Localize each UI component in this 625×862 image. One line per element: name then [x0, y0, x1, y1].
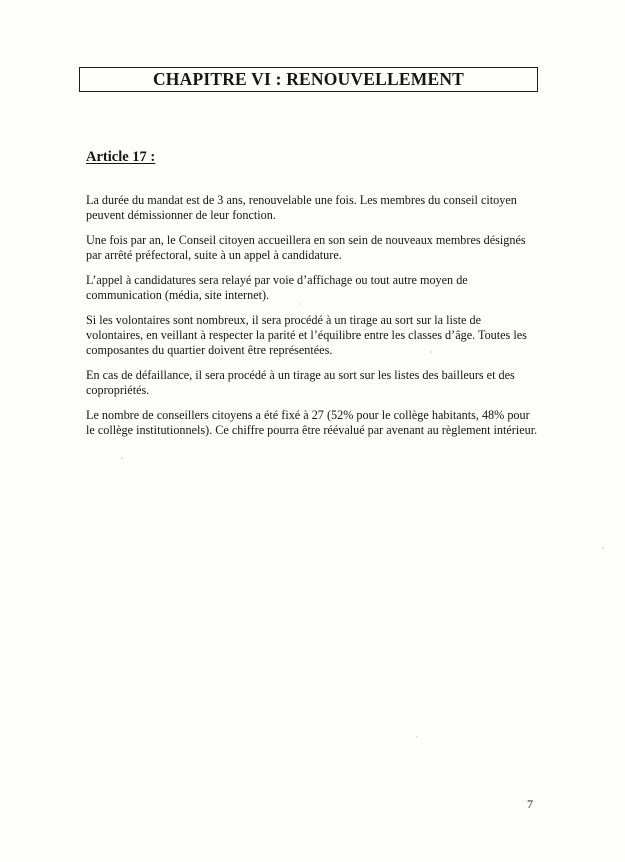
paper-speck — [121, 457, 123, 459]
paragraph-mandate-duration: La durée du mandat est de 3 ans, renouvelable une fois. Les membres du conseil citoyen peuvent démissionner de leur fonction. — [86, 193, 517, 222]
chapter-title-box — [79, 67, 538, 92]
paragraph-council-size: Le nombre de conseillers citoyens a été fixé à 27 (52% pour le collège habitants, 48% pour le collège institutionnels). Ce chiffre pourra être réévalué par avenant au règlement intérieur. — [86, 408, 538, 437]
paragraph-new-members: Une fois par an, le Conseil citoyen accueillera en son sein de nouveaux membres désignés par arrêté préfectoral, suite à un appel à candidature. — [86, 233, 526, 262]
paper-speck — [416, 736, 418, 738]
paragraph-volunteer-draw: Si les volontaires sont nombreux, il sera procédé à un tirage au sort sur la liste de volontaires, en veillant à respecter la parité et l’équilibre entre les classes d’âge. Toutes les composantes du quartier doivent être représentées. — [86, 313, 527, 357]
article-heading: Article 17 : — [86, 149, 156, 165]
paragraph-default-case: En cas de défaillance, il sera procédé à un tirage au sort sur les listes des bailleurs et des copropriétés. — [86, 368, 515, 397]
paper-speck — [602, 547, 604, 549]
chapter-title: CHAPITRE VI : RENOUVELLEMENT — [152, 69, 465, 90]
page-number: 7 — [527, 797, 533, 811]
paragraph-call-for-candidates: L’appel à candidatures sera relayé par voie d’affichage ou tout autre moyen de communication (média, site internet). — [86, 273, 468, 302]
paper-speck — [298, 303, 300, 305]
